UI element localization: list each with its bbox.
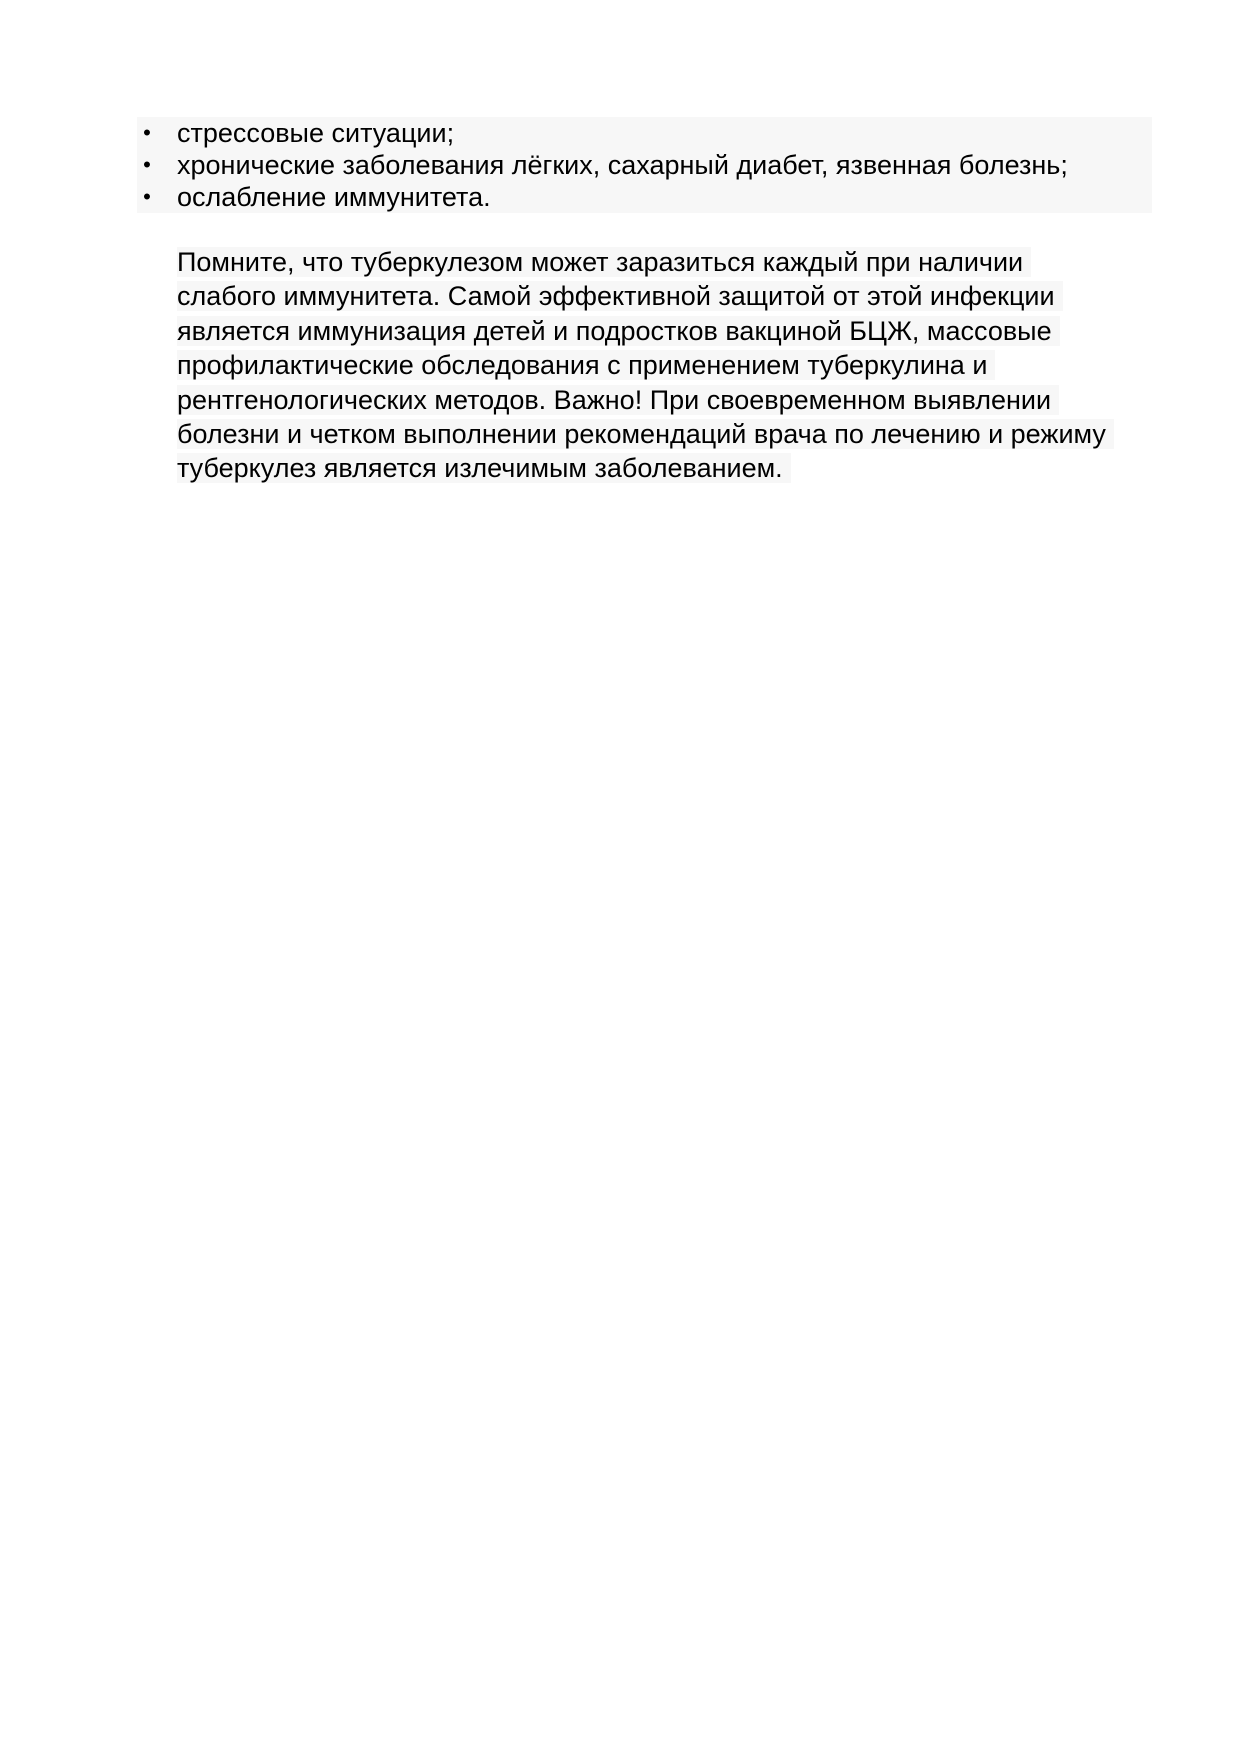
list-item [137, 149, 1152, 181]
body-paragraph [177, 245, 1177, 486]
risk-factors-list [137, 117, 1152, 213]
paragraph-line [177, 383, 1177, 417]
bullet-icon: • [143, 120, 151, 145]
list-item-text: хронические заболевания лёгких, сахарный диабет, язвенная болезнь; [177, 150, 1068, 180]
paragraph-line [177, 279, 1177, 313]
paragraph-line [177, 417, 1177, 451]
paragraph-line [177, 451, 1177, 485]
bullet-icon: • [143, 152, 151, 177]
paragraph-line [177, 314, 1177, 348]
list-item-text: стрессовые ситуации; [177, 118, 455, 148]
list-item [137, 181, 1152, 213]
paragraph-line-text: туберкулез является излечимым заболеванием. [177, 453, 791, 483]
paragraph-line-text: Помните, что туберкулезом может заразиться каждый при наличии [177, 247, 1031, 277]
bullet-icon: • [143, 184, 151, 209]
paragraph-line [177, 245, 1177, 279]
list-item-text: ослабление иммунитета. [177, 182, 491, 212]
paragraph-line-text: профилактические обследования с применением туберкулина и [177, 350, 995, 380]
paragraph-line [177, 348, 1177, 382]
paragraph-line-text: болезни и четком выполнении рекомендаций врача по лечению и режиму [177, 419, 1114, 449]
list-item [137, 117, 1152, 149]
paragraph-line-text: слабого иммунитета. Самой эффективной защитой от этой инфекции [177, 281, 1063, 311]
paragraph-line-text: является иммунизация детей и подростков вакциной БЦЖ, массовые [177, 316, 1060, 346]
paragraph-line-text: рентгенологических методов. Важно! При своевременном выявлении [177, 385, 1059, 415]
